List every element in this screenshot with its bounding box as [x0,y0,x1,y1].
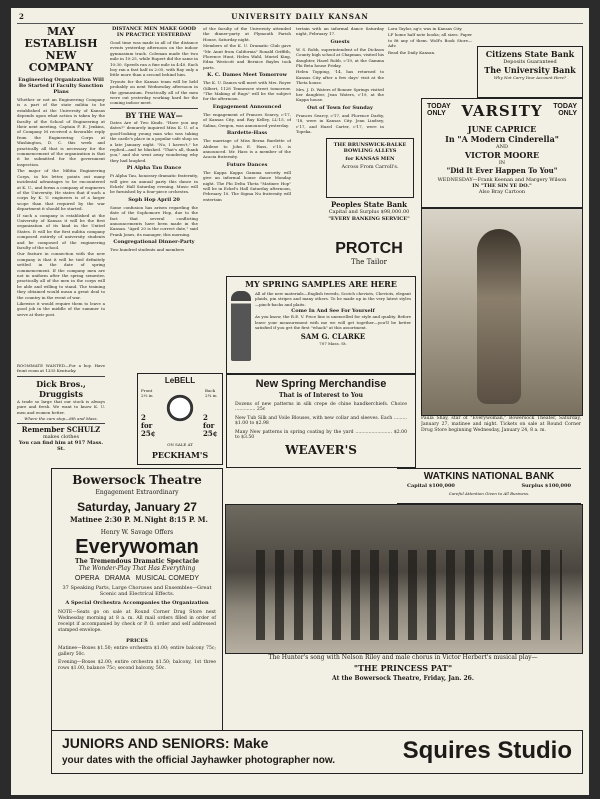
nsm-title: New Spring Merchandise [255,378,387,390]
come-in: Come In And See For Yourself [291,308,375,315]
presents: Henry W. Savage Offers [100,529,174,536]
nsm-item: Dozens of new patterns in silk crepe de chine handkerchiefs. Choice .............. 25c [235,402,407,413]
spring-title: MY SPRING SAMPLES ARE HERE [245,279,397,289]
show-date: Saturday, January 27 [77,500,197,514]
price-right: 2 for 25¢ [203,413,218,438]
dick-bros-body: A trade so large that our stock is always pure and fresh. We want to know K. U. men and women better. [17,398,105,415]
protch-ad [326,240,412,276]
watkins-tagline: Careful Attention Given to All Business. [448,491,530,496]
jayhawker-line: your dates with the official Jayhawker photographer now. [62,755,336,766]
sin-ye-do: IN "THE SIN YE DO." [472,183,532,189]
lebell-front: Front 2⅛ in [141,388,153,398]
spring-samples-ad [226,276,416,374]
citizens-university: The University Bank [484,65,576,75]
bray-cartoon: Also Bray Cartoon [478,189,526,195]
article-paragraph: Helen Topping, '14, has returned to Kansas City after a few days' visit at the Theta house. [296,69,384,86]
article-paragraph: W. S. Robb, superintendent of the Dickson County high school at Chapman, visited his daughter, Hazel Robb, c'19, at the Gamma Phi Beta house Friday. [296,46,384,69]
article-paragraph: Likewise it would require them to leave a good job in the middle of the summer to serve at their post. [17,301,105,317]
peoples-title: Peoples State Bank [331,200,407,209]
paula-shay-photo [421,208,583,416]
masthead-title: UNIVERSITY DAILY KANSAN [231,12,369,21]
article-paragraph: The engagement of Frances Searcy, c'17, of Kansas City, and Ray Kelley, LL'15, of Salina, Oregon, was announced yesterday. [203,111,291,128]
article-paragraph: of the faculty of the University attended the dinner-party at Plymouth Parish House, Saturday night. [203,26,291,42]
watkins-title: WATKINS NATIONAL BANK [423,471,555,482]
varsity-body [422,124,582,195]
nsm-subtitle: That is of Interest to You [279,392,363,399]
peoples-tagline: "EVERY BANKING SERVICE" [328,216,410,222]
roommate-wanted-ad: ROOMMATE WANTED—For a boy. Have front room at 1335 Kentucky. [17,363,105,374]
orchestra-note: A Special Orchestra Accompanies the Organization [65,600,209,606]
subhead: Pi Alpha Tau Dance [126,165,182,172]
subhead: Guests [330,38,350,45]
divider [17,376,105,377]
column-1-ads [17,363,105,463]
show-title: Everywoman [75,536,199,558]
juniors-seniors: JUNIORS AND SENIORS: Make [62,735,269,751]
peoples-capital: Capital and Surplus $98,000.00 [328,209,410,215]
page-header [17,11,583,24]
sale-note: NOTE—Seats go on sale at Round Corner Drug Store next Wednesday morning at 8 a. m. All mail orders filled in order of receipt if accompanied by check or P. O. order and self addressed stamped envelope. [58,610,216,633]
citizens-tagline: Why Not Carry Your Account Here? [493,75,567,80]
show-times [52,514,222,526]
page-number: 2 [19,12,24,21]
varsity-name: VARSITY [461,102,543,120]
article-paragraph: Members of the K. U. Dramatic Club gave "Mr. Aunt from California" Ronald Griffith, Florence Hunt, Helen Wahl, Muriel King, Edna Westcott and Bernice Bayles took parts. [203,43,291,70]
princess-pat-caption [225,654,581,694]
article-paragraph: If such a company is established at the University of Kansas it will be the first organization of its kind in the United States. It will be the first militia company composed entirely of university students and be composed of the engineering faculty of the school. [17,212,105,250]
clarke-name: SAM G. CLARKE [300,332,366,342]
article-paragraph: Mrs. J. D. Waters of Bonner Springs visited her daughter, Jean Waters, c'19, at the Kappa house. [296,86,384,103]
divider [17,423,105,424]
bowling-address: Across From Carroll's. [341,164,399,170]
clarke-address: 707 Mass. St. [319,341,347,347]
on-sale-at: ON SALE AT [167,442,193,447]
chorus-silhouettes [256,550,562,640]
night-time: Night 8:15 P. M. [144,515,208,524]
article-paragraph: The K. U. Dames will meet with Mrs. Royer Gilbert, 1128 Tennessee street tomorrow. "The Making of Rugs" will be the subject for the afternoon. [203,80,291,102]
genres: OPERA DRAMA MUSICAL COMEDY [74,575,200,582]
spring-body: All of the new materials—English tweeds, Scotch cheviots, Cheviots, elegant plaids, pin stripes and many others. To be made up in the very latest styles—pinch-backs and plaits. [255,291,411,307]
bowling-ad [326,138,414,198]
schulz-end: You can find him at 917 Mass. St. [18,440,104,453]
headline-distance-men: DISTANCE MEN MAKE GOOD IN PRACTICE YESTERDAY [112,26,196,38]
squires-name: Squires Studio [402,737,572,764]
lebell-collar-image [160,387,200,429]
bowersock-name: Bowersock Theatre [72,473,202,487]
citizens-bank-ad [477,46,583,98]
article-paragraph: The marriage of Miss Berna Bardette of Abilene to John E. Hass, c'15, is announced. Mr. Hass is a member of the Acacia fraternity. [203,138,291,160]
prices-heading: PRICES [126,638,148,644]
protch-sub: The Tailor [351,258,387,266]
subhead: Engagement Announced [212,103,282,110]
matinee-time: Matinee 2:30 P. M. [70,515,144,524]
spring-text [255,291,411,346]
article-paragraph: The Kappa Kappa Gamma sorority will give an informal house dance Monday night. The Phi Delta Theta "Matinee Hop" will be in Eckel's Hall Saturday afternoon, February 10. The Sigma Nu fraternity will entertain [203,169,291,202]
article-paragraph: tertain with an informal dance Saturday night, February 17. [296,26,384,37]
citizens-title: Citizens State Bank [485,49,575,59]
article-paragraph: Two hundred students and members [110,247,185,253]
note: Lora Taylor, ag'r, was in Kansas City. [388,26,463,31]
peckhams: PECKHAM'S [151,450,209,460]
cast-info: 37 Speaking Parts, Large Choruses and Ensembles—Great Scenic and Electrical Effects. [62,585,212,597]
today-only-left: TODAY ONLY [427,103,451,117]
watkins-surplus: Surplus $100,000 [521,483,571,489]
caption-text: Paula Shay, star of "Everywoman," Bowersock Theater, Saturday, January 27, matinee and night. Tickets on sale at Round Corner Drug Store beginning Wednesday, January 24, 8 a. m. [421,416,581,433]
note: LF home half note books; all sizes. Paper to fit any of them. Wolf's Book Store—Adv. [388,32,472,49]
divider [110,108,198,109]
dick-bros-title: Dick Bros., Druggists [36,378,86,399]
weavers-ad [226,374,416,468]
article-paragraph: The major of the Militia Engineering Corps, in his letter, points out many incidental advantages to be encountered at K. U., and forms a company of engineers of the University. He states that if such a corps by K. U. engineers is of a larger scope than that required by the war department it should be started. [17,168,105,212]
column-4 [296,26,384,136]
article-paragraph: Frances Searcy, c'17, and Florence Darby, '18, were in Kansas City. Jean Lindsey, c'17, and Hazel Carter, c'17, were in Topeka. [296,112,384,135]
citizens-deposits: Deposits Guaranteed [503,59,557,65]
june-caprice: JUNE CAPRICE [467,124,537,134]
column-2 [110,26,198,356]
varsity-ad [421,98,583,208]
spring-body-2: As you know, the R.E. V. Price line is unexcelled for style and quality. Before leave your measurement with me we will get together—you'll be better satisfied if you get the first "whack" at this assortment. [255,314,411,331]
dick-bros-tagline: Where the cars stop—8th and Mass. [24,416,98,422]
man-illustration [231,291,251,361]
victor-moore: VICTOR MOORE [464,150,540,160]
headline-new-company: MAY ESTABLISH NEW COMPANY [24,26,98,74]
article-paragraph: Some confusion has arisen regarding the date of the Sophomore Hop, due to the fact that several conflicting announcements have been made in the Kansan. "April 20 is the correct date," said Frank Jones, its manager, this morning. [110,204,198,237]
engagement-extraordinary: Engagement Extraordinary [95,489,179,496]
figure-silhouette [477,229,521,404]
peoples-bank-ad [326,200,412,236]
in-text: IN [498,160,506,166]
price-left: 2 for 25¢ [141,413,156,438]
article-paragraph: Whether or not an Engineering Company is a part of the state militia to be established at the University of Kansas depends upon what action is taken by the faculty of the School of Engineering at their next meeting. Captain F. E. Jenkins, of Company M received a favorable reply from the Engineering Corps at Washington, D. C. this week and practically all that is necessary for the commencement of the organization is that it be submitted for the government inspection. [17,97,105,167]
hunter-caption: The Hunter's song with Nelson Riley and male chorus in Victor Herbert's musical play— [268,654,538,661]
nsm-item: Many New patterns in spring coating by the yard ......................... $2.00 to $3.50 [235,429,407,441]
lebell-name: LeBELL [164,376,196,385]
schulz-middle: makes clothes [42,434,80,441]
subhead: Future Dances [226,161,268,168]
subhead: Bardette-Hass [226,130,268,137]
lebell-back: Back 2¼ in [205,388,217,398]
note: Read the Daily Kansan. [388,49,436,55]
princess-pat-title: "THE PRINCESS PAT" [353,663,453,673]
article-paragraph: Pi Alpha Tau, honorary dramatic fraternity, will give an annual party this dance in Eckels' Hall Saturday evening. Music will be furnished by a four-piece orchestra. [110,173,198,195]
weavers-name: WEAVER'S [285,443,357,458]
and-text: AND [496,144,508,150]
article-paragraph: Our feature in connection with the new company is that it will be tied definitely settled in the date of spring commencement. If the company men are not in uniform after the spring semester, practically all of the men in the corps will be able and willing to stand. The training they obtained would mean a great deal to the country in the event of war. [17,251,105,300]
squires-studio-ad [51,730,583,774]
column-3 [203,26,291,266]
matinee-prices: Matinee—Boxes $1.50; entire orchestra $1.00; entire balcony 75c; gallery 50c. [58,646,216,657]
watkins-capital: Capital $100,000 [407,483,455,489]
subhead: Soph Hop April 20 [128,196,180,203]
bowersock-theatre-ad [51,468,223,732]
wonder-play: The Wonder-Play That Has Everything [78,565,196,572]
article-paragraph: Dates Are of Two Kinds. "Have you any dates?" demurely inquired Miss K. U. of a good-looking young man who was taking the castle's place in a popular cafe shop on a late January night. "No, I haven't," he replied—and he blushed. "That's all, thank you," and she went away wondering why they had laughed. [110,119,198,163]
schulz-title: Remember SCHULZ [21,425,101,435]
wednesday-bill: WEDNESDAY—Frank Keenan and Margery Wilson [437,177,567,183]
column-5-notes [388,26,472,96]
paula-caption [421,416,581,456]
spectacle: The Tremendous Dramatic Spectacle [75,558,199,565]
article-paragraph: Good time was made in all of the distance events yesterday afternoon on the indoor gymnasium track. Coleman made the two mile in 10:25, while Rupert did the same in 10:30. Speeds ran a fine mile in 4:40. Each boy ran a fast half in 2:05, with Ray only a little more than a second behind him. [110,40,198,78]
evening-prices: Evening—Boxes $2.00; entire orchestra $1.50; balcony, 1st three rows $1.00, balance 75c; second balcony, 50c. [58,660,216,671]
today-only-right: TODAY ONLY [553,103,577,117]
princess-pat-photo [225,504,583,654]
subhead: Congregational Dinner-Party [113,239,195,246]
protch-name: PROTCH [335,240,403,257]
by-the-way-heading: BY THE WAY— [125,110,183,120]
did-it-ever: "Did It Ever Happen To You" [446,166,558,175]
nsm-item: New Tub Silk and Voile Blouses, with new collar and sleeves. Each ......... $1.00 to $2.98 [235,415,407,427]
newspaper-page [11,8,589,795]
lebell-collar-ad [137,373,223,465]
subhead: K. C. Dames Meet Tomorrow [207,72,287,79]
watkins-figures [397,483,581,491]
modern-cinderella: In "A Modern Cinderella" [445,134,559,144]
bowling-title: THE BRUNSWICK-BALKE BOWLING ALLEYS [333,142,407,154]
article-paragraph: Tryouts for the Kansas team will be held probably on next Wednesday afternoon in the gymnasium. Practically all of the men were out yesterday working hard for the coming indoor meet. [110,78,198,106]
subhead: Out of Town for Sunday [307,104,373,111]
princess-pat-venue: At the Bowersock Theatre, Friday, Jan. 26. [332,675,474,682]
bowling-sub: for KANSAS MEN [345,156,395,162]
watkins-bank-ad [397,468,581,504]
subhead-new-company: Engineering Organization Will Be Started if Faculty Sanction Plans [18,77,104,95]
